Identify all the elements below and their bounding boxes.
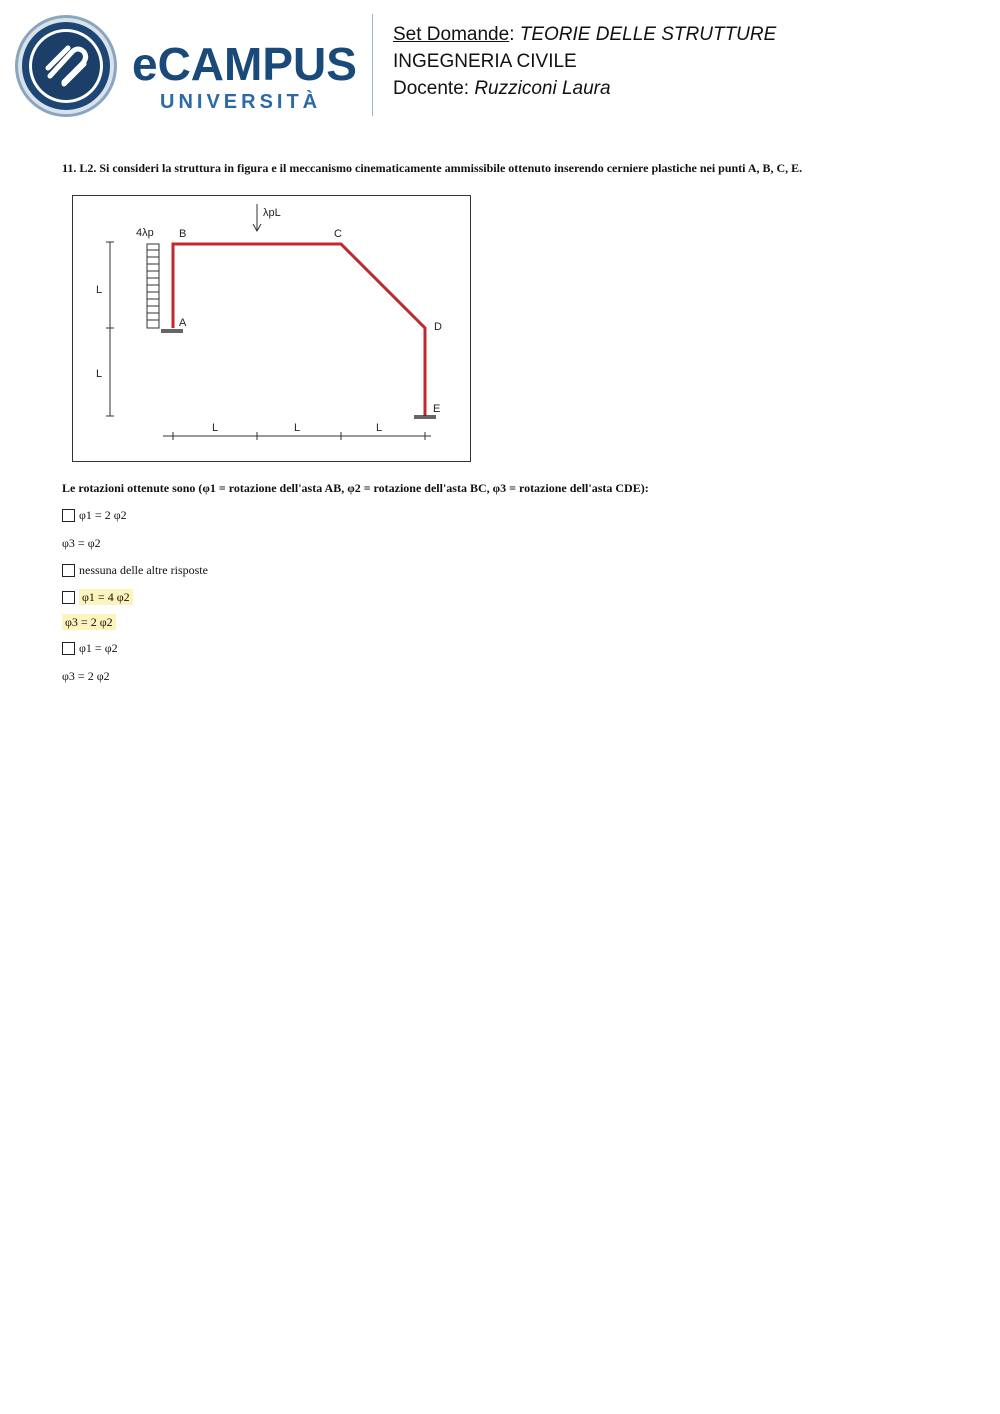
node-label-e: E bbox=[433, 403, 441, 415]
teacher-line bbox=[393, 77, 611, 101]
question-text: 11. L2. Si consideri la struttura in figura e il meccanismo cinematicamente ammissibile ottenuto inserendo cerniere plastiche nei punti A, B, C, E. bbox=[62, 161, 803, 175]
teacher-name: Ruzziconi Laura bbox=[474, 78, 611, 99]
node-label-b: B bbox=[179, 228, 187, 240]
answer-option-4-continued bbox=[62, 667, 110, 685]
ecampus-logo-icon bbox=[14, 14, 118, 118]
answer-line: φ3 = φ2 bbox=[62, 536, 101, 550]
node-label-c: C bbox=[334, 228, 342, 240]
dim-label-l-2: L bbox=[96, 368, 103, 380]
ecampus-wordmark bbox=[132, 38, 362, 116]
degree-line: INGEGNERIA CIVILE bbox=[393, 51, 577, 72]
answer-checkbox[interactable] bbox=[62, 642, 75, 655]
vertical-dimension bbox=[106, 242, 114, 416]
header-divider bbox=[372, 14, 373, 116]
answer-option-2[interactable] bbox=[62, 561, 208, 579]
answer-option-1-continued bbox=[62, 534, 101, 552]
answer-option-3-continued bbox=[62, 613, 116, 631]
distributed-load bbox=[147, 244, 159, 328]
answer-line: φ3 = 2 φ2 bbox=[62, 669, 110, 683]
teacher-label: Docente: bbox=[393, 78, 470, 99]
dim-label-l-4: L bbox=[294, 422, 301, 434]
answer-line: φ1 = φ2 bbox=[79, 641, 118, 655]
answer-checkbox[interactable] bbox=[62, 509, 75, 522]
answer-option-4[interactable] bbox=[62, 639, 118, 657]
point-load-label: λpL bbox=[263, 207, 281, 219]
structure-figure bbox=[72, 195, 471, 462]
answer-checkbox[interactable] bbox=[62, 564, 75, 577]
support-a bbox=[161, 330, 183, 332]
node-label-d: D bbox=[434, 321, 442, 333]
point-load-arrow bbox=[253, 204, 261, 231]
answer-line: φ1 = 2 φ2 bbox=[79, 508, 127, 522]
answer-line-highlighted: φ3 = 2 φ2 bbox=[62, 614, 116, 630]
node-label-a: A bbox=[179, 317, 187, 329]
course-title: TEORIE DELLE STRUTTURE bbox=[519, 24, 777, 45]
distributed-load-label: 4λp bbox=[136, 227, 154, 239]
set-label: Set Domande bbox=[393, 24, 510, 45]
answer-option-3[interactable] bbox=[62, 588, 133, 606]
answer-option-1[interactable] bbox=[62, 506, 127, 524]
answer-checkbox[interactable] bbox=[62, 591, 75, 604]
support-e bbox=[414, 416, 436, 418]
answer-line-highlighted: φ1 = 4 φ2 bbox=[79, 589, 133, 605]
frame-members bbox=[173, 244, 425, 416]
dim-label-l-3: L bbox=[212, 422, 219, 434]
dim-label-l-1: L bbox=[96, 284, 103, 296]
svg-text:UNIVERSITÀ: UNIVERSITÀ bbox=[160, 91, 322, 113]
rotations-subtitle: Le rotazioni ottenute sono (φ1 = rotazione dell'asta AB, φ2 = rotazione dell'asta BC, φ3 = rotazione dell'asta CDE): bbox=[62, 481, 649, 495]
dim-label-l-5: L bbox=[376, 422, 383, 434]
svg-text:eCAMPUS: eCAMPUS bbox=[132, 38, 357, 90]
set-domande-line: Set Domande: TEORIE DELLE STRUTTURE bbox=[393, 24, 777, 45]
answer-line: nessuna delle altre risposte bbox=[79, 563, 208, 577]
